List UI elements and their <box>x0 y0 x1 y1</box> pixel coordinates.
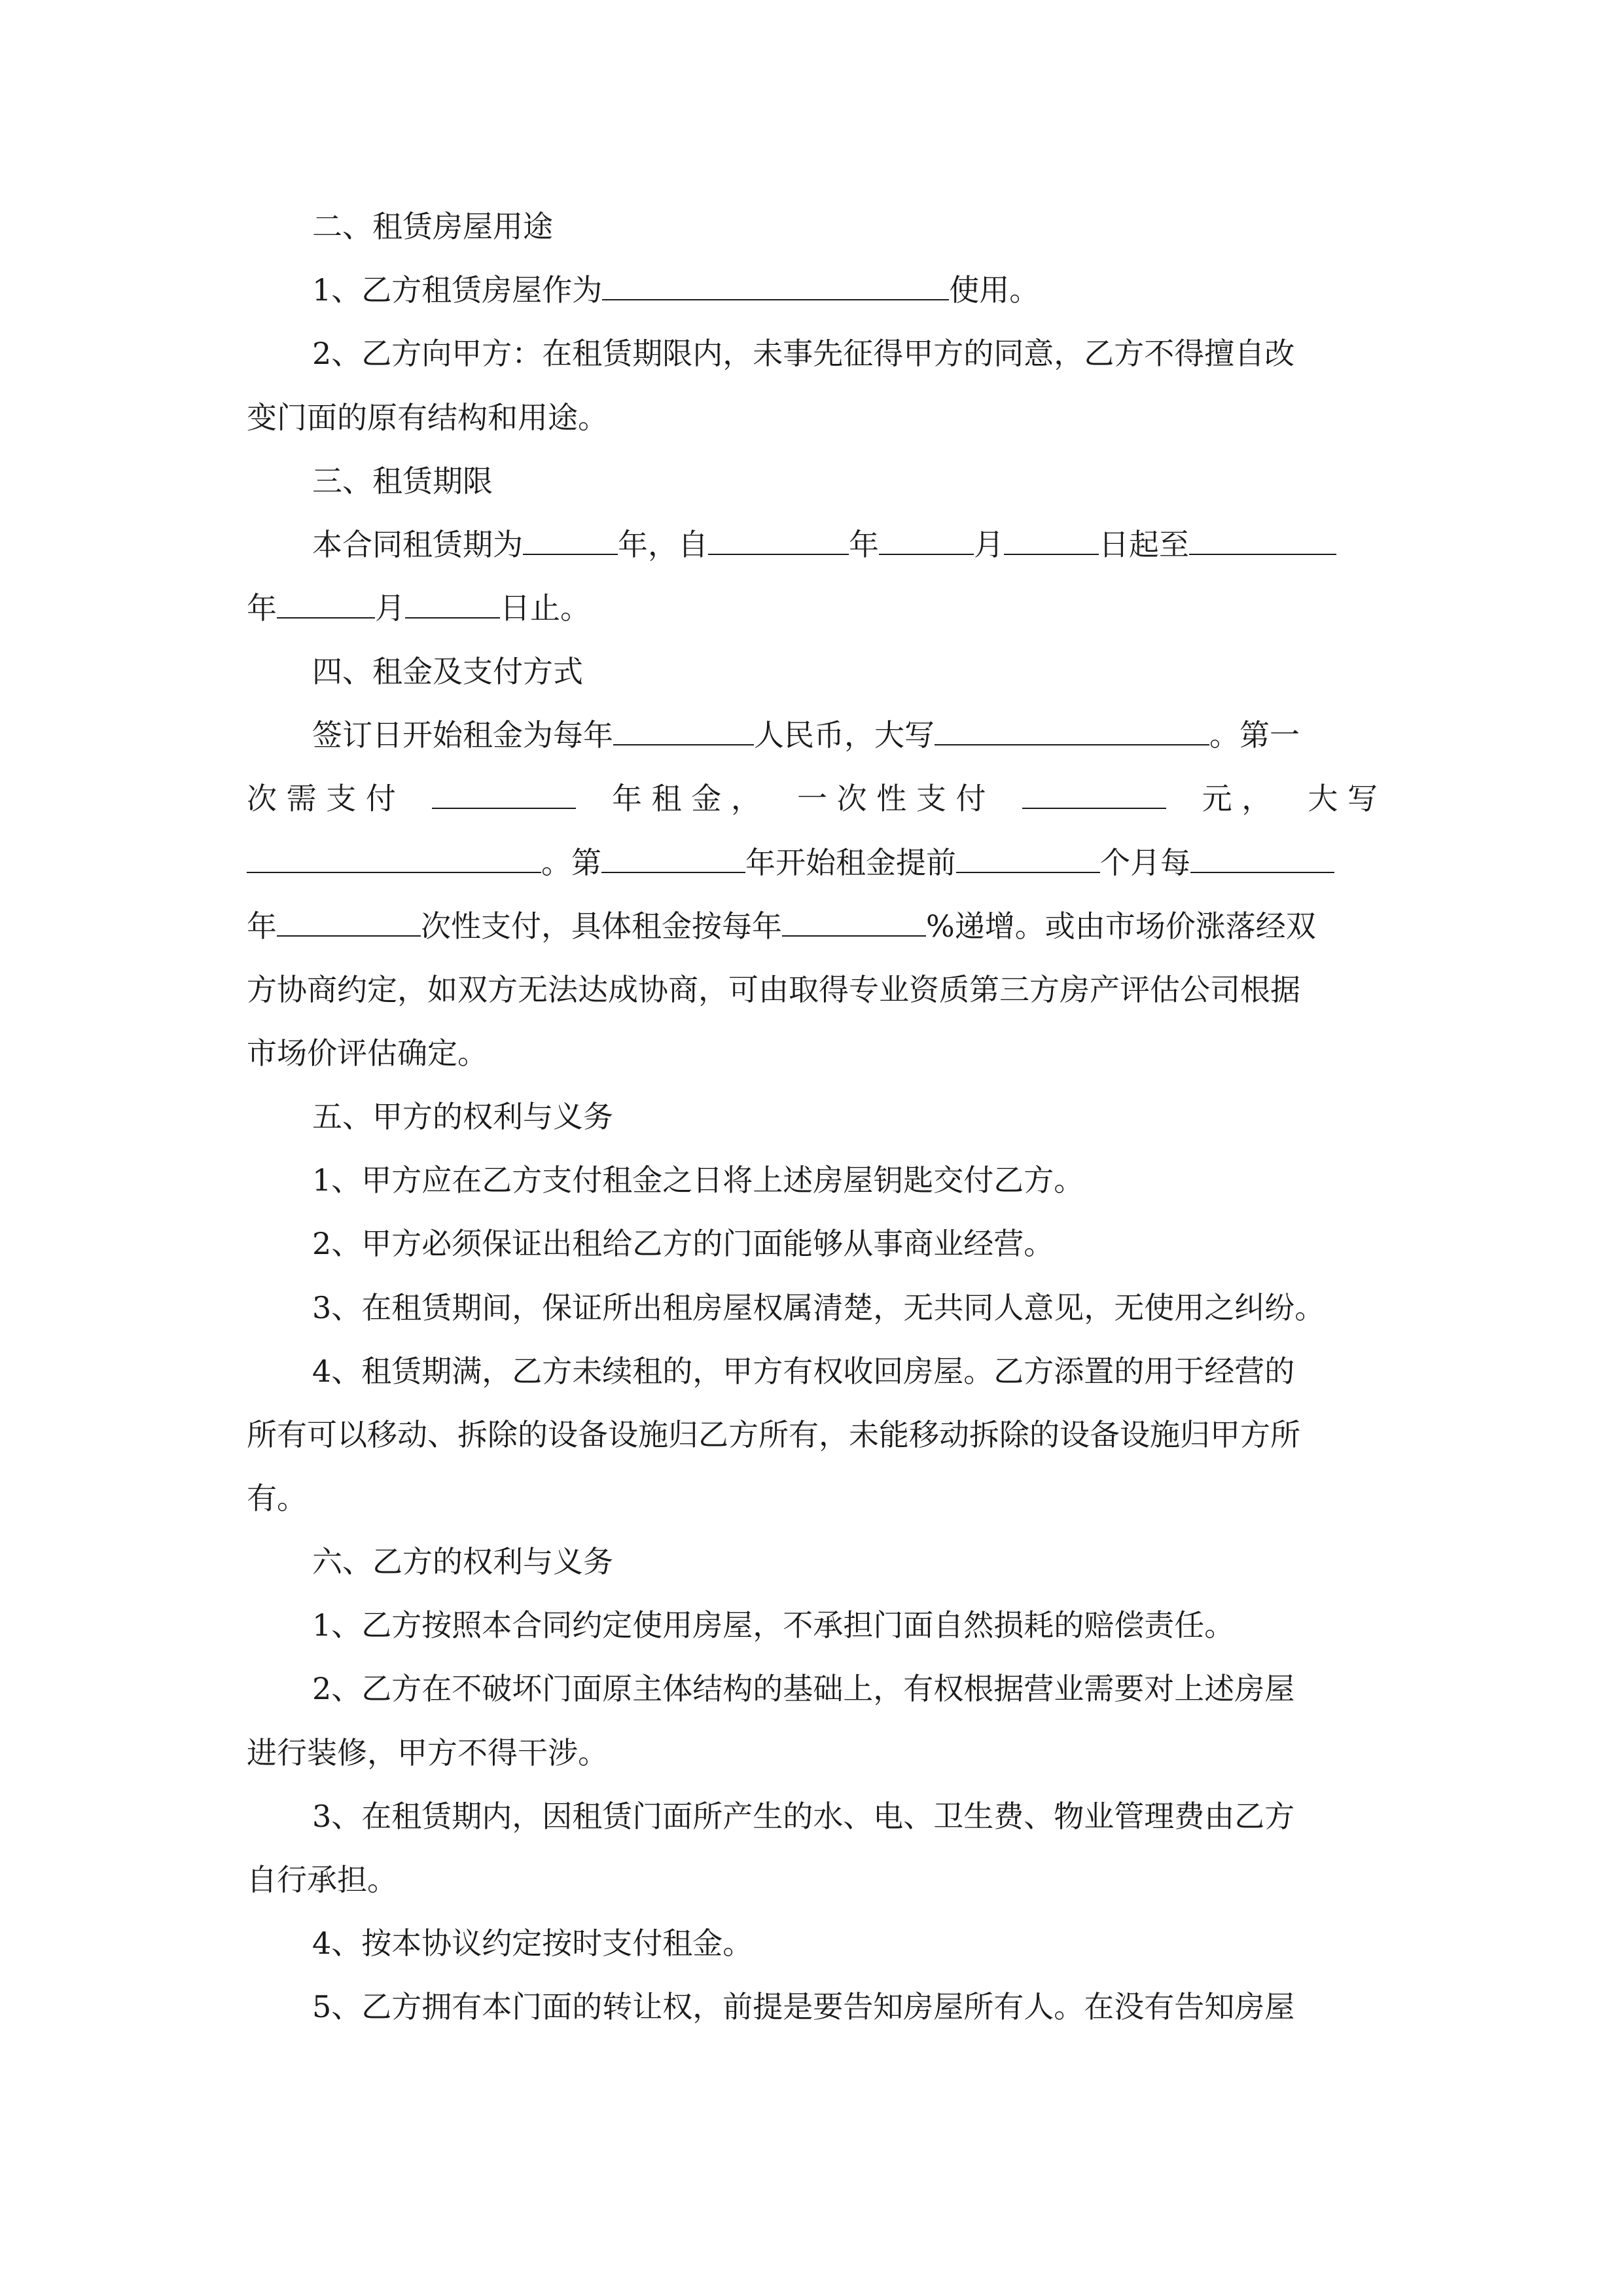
rent-line-6: 市场价评估确定。 <box>247 1035 488 1071</box>
usage-blank <box>602 270 949 300</box>
term-start-month-blank <box>879 525 974 555</box>
term-start-year-blank <box>708 525 849 555</box>
rent-line-3: 。第 年开始租金提前 个月每 <box>247 843 1378 882</box>
rent-annual-blank <box>613 715 754 745</box>
party-a-clause-1: 1、甲方应在乙方支付租金之日将上述房屋钥匙交付乙方。 <box>312 1162 1084 1198</box>
section-heading-term: 三、租赁期限 <box>312 463 493 499</box>
party-b-clause-5-line-1: 5、乙方拥有本门面的转让权，前提是要告知房屋所有人。在没有告知房屋 <box>312 1989 1295 2024</box>
rent-first-words-blank <box>247 843 541 873</box>
rent-installments-blank <box>277 906 421 937</box>
rent-increase-year-blank <box>601 843 745 873</box>
term-years-blank <box>523 525 618 555</box>
rent-line-4: 年 次性支付，具体租金按每年 %递增。或由市场价涨落经双 <box>247 906 1378 946</box>
party-a-clause-2: 2、甲方必须保证出租给乙方的门面能够从事商业经营。 <box>312 1226 1054 1261</box>
party-a-clause-4-line-3: 有。 <box>247 1480 307 1516</box>
rent-amount-words-blank <box>935 715 1209 745</box>
term-line-2: 年 月 日止。 <box>247 588 1378 628</box>
rent-line-1: 签订日开始租金为每年 人民币，大写 。第一 <box>312 715 1378 755</box>
rent-line-2: 次 需 支 付 年 租 金 ， 一 次 性 支 付 元 ， 大 写 <box>247 779 1378 818</box>
rent-increase-percent-blank <box>782 906 926 937</box>
term-end-year-blank <box>1189 525 1336 555</box>
rent-first-years-blank <box>432 779 576 809</box>
section-heading-party-a: 五、甲方的权利与义务 <box>312 1099 613 1134</box>
party-b-clause-3-line-2: 自行承担。 <box>247 1862 397 1897</box>
usage-clause-2-line-1: 2、乙方向甲方：在租赁期限内，未事先征得甲方的同意，乙方不得擅自改 <box>312 336 1295 371</box>
rent-line-5: 方协商约定，如双方无法达成协商，可由取得专业资质第三方房产评估公司根据 <box>247 972 1300 1007</box>
term-line-1: 本合同租赁期为 年，自 年 月 日起至 <box>312 525 1378 564</box>
party-b-clause-2-line-2: 进行装修，甲方不得干涉。 <box>247 1735 608 1770</box>
party-a-clause-4-line-1: 4、租赁期满，乙方未续租的，甲方有权收回房屋。乙方添置的用于经营的 <box>312 1354 1295 1389</box>
rent-period-blank <box>1190 843 1334 873</box>
party-a-clause-4-line-2: 所有可以移动、拆除的设备设施归乙方所有，未能移动拆除的设备设施归甲方所 <box>247 1417 1300 1452</box>
section-heading-usage: 二、租赁房屋用途 <box>312 209 553 244</box>
usage-clause-2-line-2: 变门面的原有结构和用途。 <box>247 400 608 435</box>
rent-advance-months-blank <box>956 843 1100 873</box>
party-b-clause-4: 4、按本协议约定按时支付租金。 <box>312 1926 753 1961</box>
term-end-day-blank <box>405 588 500 619</box>
section-heading-party-b: 六、乙方的权利与义务 <box>312 1544 613 1579</box>
party-b-clause-2-line-1: 2、乙方在不破坏门面原主体结构的基础上，有权根据营业需要对上述房屋 <box>312 1671 1295 1706</box>
rent-first-amount-blank <box>1022 779 1166 809</box>
section-heading-rent: 四、租金及支付方式 <box>312 654 583 689</box>
party-b-clause-1: 1、乙方按照本合同约定使用房屋，不承担门面自然损耗的赔偿责任。 <box>312 1607 1235 1643</box>
party-b-clause-3-line-1: 3、在租赁期内，因租赁门面所产生的水、电、卫生费、物业管理费由乙方 <box>312 1799 1295 1834</box>
party-a-clause-3: 3、在租赁期间，保证所出租房屋权属清楚，无共同人意见，无使用之纠纷。 <box>312 1290 1325 1325</box>
term-end-month-blank <box>277 588 375 619</box>
usage-clause-1: 1、乙方租赁房屋作为 使用。 <box>312 270 1378 310</box>
term-start-day-blank <box>1004 525 1099 555</box>
